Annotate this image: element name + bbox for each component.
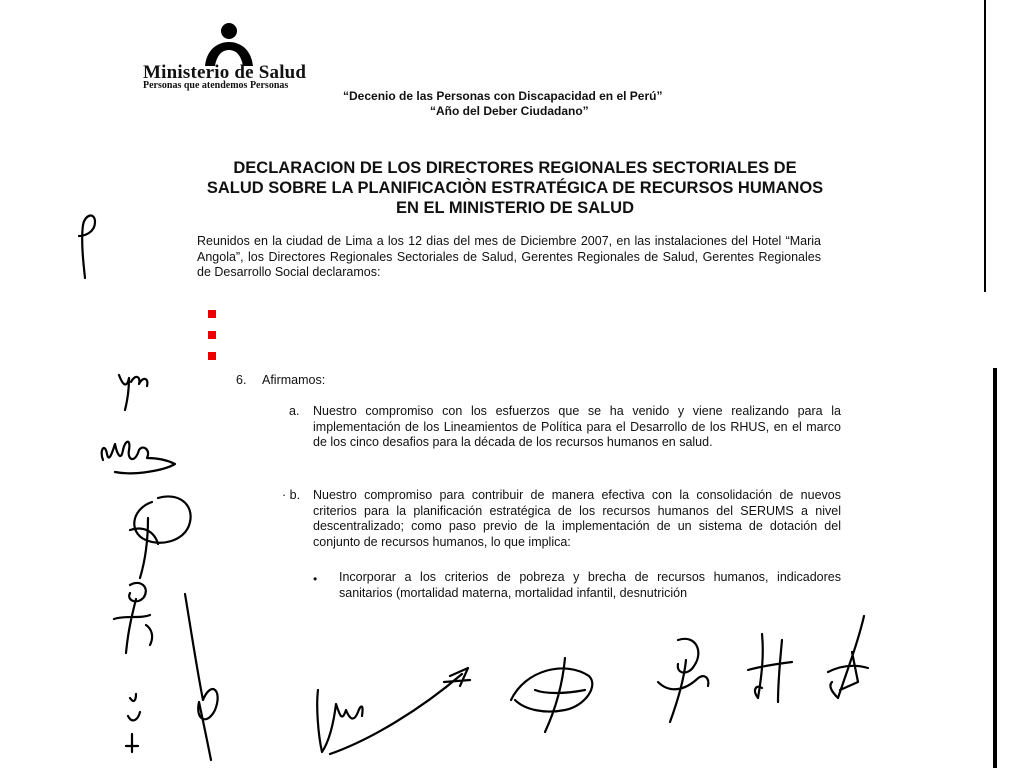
signature-1 <box>65 210 105 285</box>
item-letter-b: · b. <box>282 488 301 502</box>
signature-6 <box>175 590 230 765</box>
signature-9 <box>505 650 600 735</box>
decenio-motto: “Decenio de las Personas con Discapacidad en el Perú” <box>343 89 663 103</box>
signature-5 <box>110 575 170 660</box>
signature-10 <box>648 630 718 730</box>
signature-8 <box>310 660 480 760</box>
signature-4 <box>118 488 198 583</box>
signature-12 <box>818 612 878 707</box>
red-marker-2 <box>208 331 216 339</box>
ministry-tagline: Personas que atendemos Personas <box>143 80 289 91</box>
ministry-name: Ministerio de Salud <box>143 62 307 83</box>
year-motto: “Año del Deber Ciudadano” <box>430 104 589 118</box>
signature-11 <box>742 628 802 708</box>
item-text-a: Nuestro compromiso con los esfuerzos que se ha venido y viene realizando para la implementación de los Lineamientos de Política para el Desarrollo de los RHUS, en el marco de los cinco desafios para la década de los recursos humanos en salud. <box>313 404 841 449</box>
section-heading: Afirmamos: <box>262 373 326 387</box>
item-letter-a: a. <box>289 404 300 418</box>
signature-3 <box>95 420 180 485</box>
right-border-lower <box>993 368 997 768</box>
bullet-text: Incorporar a los criterios de pobreza y brecha de recursos humanos, indicadores sanitarios (mortalidad materna, mortalidad infantil, desnutrición <box>339 570 841 600</box>
intro-paragraph: Reunidos en la ciudad de Lima a los 12 dias del mes de Diciembre 2007, en las instalaciones del Hotel “Maria Angola”, los Directores Regionales Sectoriales de Salud, Gerentes Regionales de Salud, Gerentes Regionales de Desarrollo Social declaramos: <box>197 234 821 279</box>
bullet-dot: • <box>313 572 318 586</box>
section-number: 6. <box>236 373 247 387</box>
item-text-b: Nuestro compromiso para contribuir de manera efectiva con la consolidación de nuevos criterios para la planificación estratégica de los recursos humanos del SERUMS a nivel descentralizado; como paso previo de la implementación de un sistema de dotación del conjunto de recursos humanos, lo que implica: <box>313 488 841 549</box>
red-marker-1 <box>208 310 216 318</box>
signature-7 <box>122 690 150 760</box>
document-title: DECLARACION DE LOS DIRECTORES REGIONALES SECTORIALES DE SALUD SOBRE LA PLANIFICACIÒN ESTRATÉGICA DE RECURSOS HUMANOS EN EL MINISTERIO DE SALUD <box>206 159 824 217</box>
red-marker-3 <box>208 352 216 360</box>
right-border-upper <box>984 0 986 292</box>
signature-2 <box>115 370 155 415</box>
